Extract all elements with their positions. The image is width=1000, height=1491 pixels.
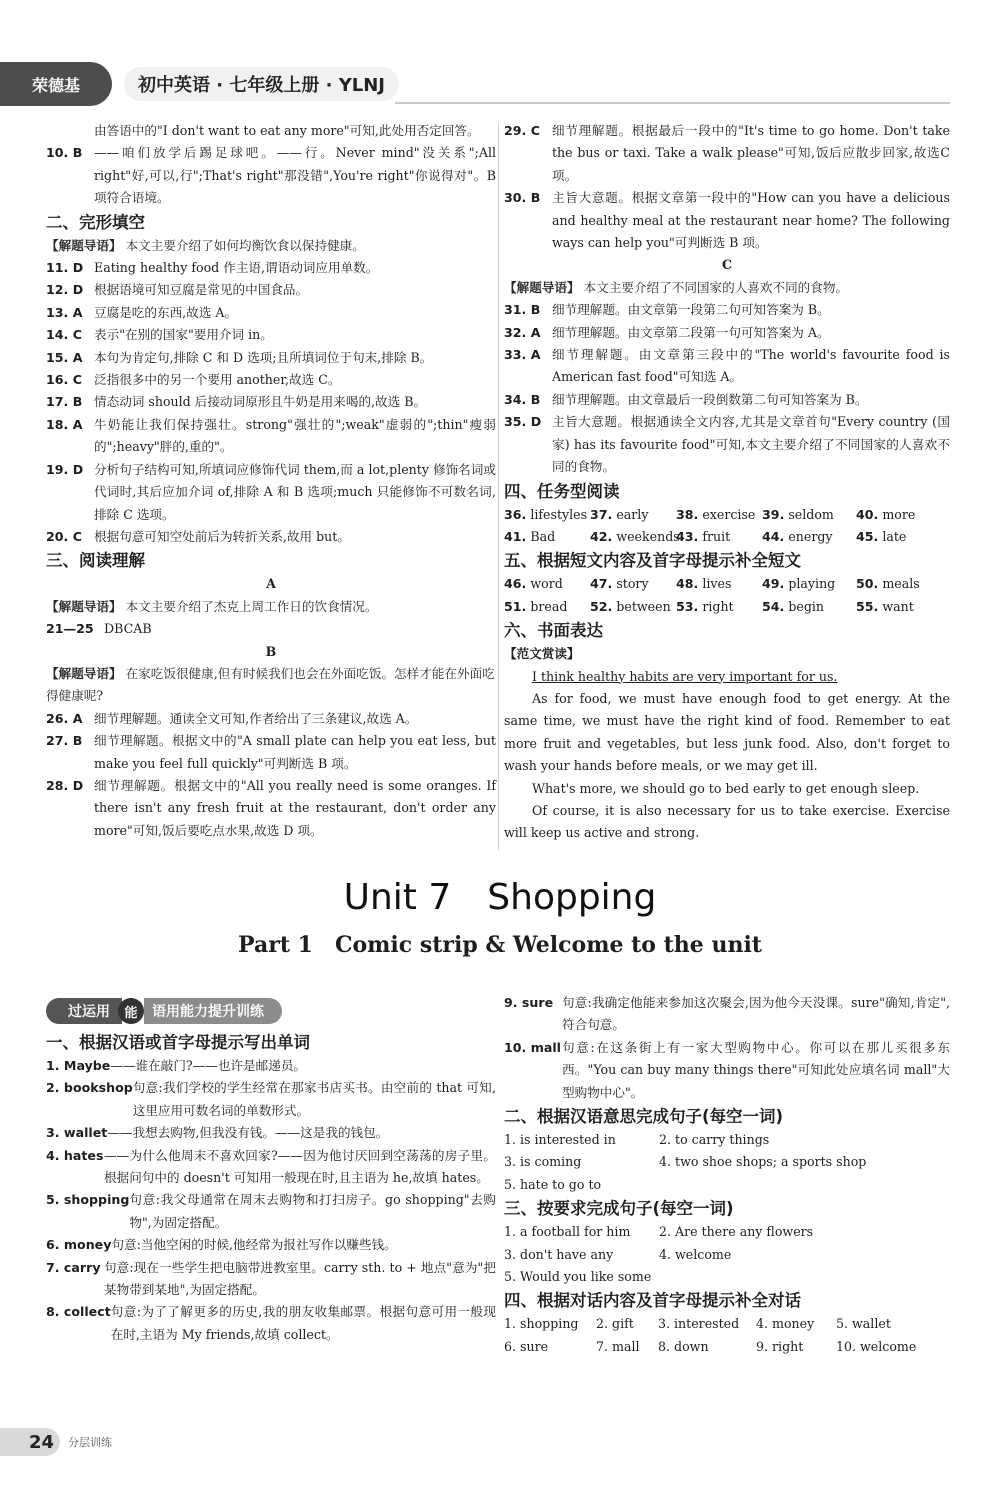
answer-cell	[676, 596, 762, 618]
answer-grid	[504, 1313, 950, 1358]
answer-number: 27. B	[46, 733, 83, 749]
answer-item	[504, 322, 950, 344]
ability-icon: 能	[118, 998, 144, 1024]
answer-number: 6. money	[46, 1237, 112, 1253]
answer-explanation: 本句为肯定句,排除 C 和 D 选项;且所填词位于句末,排除 B。	[94, 349, 433, 365]
page-header	[0, 62, 1000, 106]
section-heading: 五、根据短文内容及首字母提示补全短文	[504, 551, 801, 571]
page-number: 24	[0, 1428, 60, 1456]
part-title: Part 1 Comic strip & Welcome to the unit	[238, 932, 762, 958]
answer-number: 7. carry	[46, 1259, 101, 1275]
passage-letter: B	[265, 643, 277, 659]
answer-number: 1. Maybe	[46, 1058, 111, 1073]
answer-word: exercise	[702, 506, 756, 522]
guide-tag: 【解题导语】	[504, 279, 580, 295]
guide-note	[46, 596, 496, 618]
guide-tag: 【解题导语】	[46, 237, 122, 253]
guide-note	[46, 235, 496, 257]
passage-letter: A	[266, 576, 276, 592]
answer-number: 2. bookshop	[46, 1080, 133, 1096]
answer-word: right	[702, 598, 734, 614]
answer-number: 19. D	[46, 461, 84, 477]
header-rule	[395, 102, 950, 104]
answer-number: 16. C	[46, 372, 82, 388]
answer-number: 32. A	[504, 324, 541, 340]
answer-explanation: 句意:现在一些学生把电脑带进教室里。carry sth. to + 地点"意为"把某物带到某地",为固定搭配。	[104, 1259, 496, 1298]
guide-note	[46, 663, 496, 708]
answer-cell: 1. a football for him	[504, 1224, 631, 1240]
answer-explanation: 主旨大意题。根据通读全文内容,尤其是文章首句"Every country (国家) has its favourite food"可知,本文主要介绍了不同国家的人喜欢不同的食物。	[552, 414, 950, 475]
answer-item	[46, 459, 496, 526]
answer-cell: 9. right	[756, 1338, 804, 1354]
guide-note	[504, 277, 950, 299]
guide-text: 本文主要介绍了如何均衡饮食以保持健康。	[125, 237, 365, 253]
answer-item	[46, 1077, 496, 1122]
model-essay	[504, 666, 950, 845]
answer-cell: 2. gift	[596, 1316, 634, 1332]
answer-number: 15. A	[46, 349, 83, 365]
answer-explanation: 句意:在这条街上有一家大型购物中心。你可以在那儿买很多东西。"You can buy many things there"可知此处应填名词 mall"大型购物中心"。	[562, 1039, 950, 1100]
answer-item	[46, 775, 496, 842]
left-column-top	[46, 120, 496, 842]
answer-item	[46, 142, 496, 209]
answer-cell	[590, 596, 676, 618]
answer-explanation: DBCAB	[104, 621, 152, 637]
answer-text: 由答语中的"I don't want to eat any more"可知,此处用否定回答。	[94, 123, 480, 138]
answer-item	[46, 1055, 496, 1077]
answer-number: 38.	[676, 506, 699, 522]
answer-cell: 4. money	[756, 1316, 815, 1332]
answer-number: 29. C	[504, 123, 540, 138]
answer-explanation: 句意:为了了解更多的历史,我的朋友收集邮票。根据句意可用一般现在时,主语为 My friends,故填 collect。	[110, 1304, 496, 1342]
answer-cell	[504, 504, 590, 526]
answer-cell: 3. don't have any	[504, 1246, 614, 1262]
answer-item	[46, 369, 496, 391]
answer-number: 39.	[762, 506, 785, 522]
book-title: 初中英语 · 七年级上册 · YLNJ	[124, 67, 399, 101]
guide-text: 本文主要介绍了杰克上周工作日的饮食情况。	[125, 598, 378, 614]
column-divider	[498, 122, 499, 850]
answer-item	[504, 299, 950, 321]
answer-word: early	[616, 506, 649, 522]
unit-title: Unit 7 Shopping	[343, 877, 657, 918]
answer-item	[46, 526, 496, 548]
page-footer	[0, 1428, 300, 1456]
answer-list	[504, 120, 950, 254]
answer-explanation: ——我想去购物,但我没有钱。——这是我的钱包。	[107, 1125, 389, 1141]
answer-explanation: 主旨大意题。根据文章第一段中的"How can you have a delicious and healthy meal at the restaurant near home? The following ways can help you"可判断选 B 项。	[552, 190, 950, 251]
answer-number: 4. hates	[46, 1147, 104, 1163]
answer-cell: 8. down	[658, 1338, 709, 1354]
answer-word: lifestyles	[530, 506, 588, 522]
answer-item	[504, 187, 950, 254]
answer-word: lives	[702, 576, 732, 592]
section-heading: 三、按要求完成句子(每空一词)	[504, 1199, 734, 1219]
answer-number: 13. A	[46, 304, 83, 320]
answer-item	[46, 279, 496, 301]
section-heading: 一、根据汉语或首字母提示写出单词	[46, 1033, 310, 1052]
answer-explanation: 句意:我们学校的学生经常在那家书店买书。由空前的 that 可知,这里应用可数名词的单数形式。	[132, 1080, 496, 1118]
answer-item	[46, 1122, 496, 1144]
answer-list	[46, 1055, 496, 1346]
answer-cell: 5. hate to go to	[504, 1176, 602, 1192]
banner-subtitle: 语用能力提升训练	[144, 998, 282, 1024]
answer-explanation: 细节理解题。通读全文可知,作者给出了三条建议,故选 A。	[94, 710, 418, 726]
answer-word: want	[882, 598, 914, 614]
answer-explanation: 牛奶能让我们保持强壮。strong"强壮的";weak"虚弱的";thin"瘦弱的";heavy"胖的,重的"。	[94, 416, 496, 455]
answer-grid	[504, 573, 950, 618]
essay-paragraph: I think healthy habits are very important for us.	[532, 668, 838, 684]
answer-item	[504, 1037, 950, 1104]
answer-number: 28. D	[46, 777, 84, 793]
answer-number: 35. D	[504, 414, 542, 430]
answer-explanation: 细节理解题。由文章第一段第二句可知答案为 B。	[552, 302, 830, 318]
answer-cell: 10. welcome	[836, 1338, 917, 1354]
answer-list	[504, 299, 950, 478]
answer-number: 10. mall	[504, 1039, 561, 1055]
section-heading: 四、根据对话内容及首字母提示补全对话	[504, 1291, 801, 1311]
answer-word: Bad	[530, 528, 556, 544]
section-heading: 二、根据汉语意思完成句子(每空一词)	[504, 1107, 784, 1127]
answer-item	[46, 1145, 496, 1190]
answer-cell: 6. sure	[504, 1338, 549, 1354]
answer-cell: 1. shopping	[504, 1316, 579, 1332]
answer-cell	[762, 504, 856, 526]
right-column-top	[504, 120, 950, 845]
answer-number: 48.	[676, 576, 699, 592]
answer-explanation: 句意:我确定他能来参加这次聚会,因为他今天没课。sure"确知,肯定",符合句意。	[562, 995, 950, 1033]
answer-number: 12. D	[46, 282, 84, 298]
answer-explanation: 句意:当他空闲的时候,他经常为报社写作以赚些钱。	[111, 1237, 397, 1253]
answer-cell: 4. welcome	[659, 1246, 732, 1262]
answer-number: 34. B	[504, 391, 541, 407]
answer-item	[504, 411, 950, 478]
answer-number: 41.	[504, 528, 527, 544]
answer-item	[46, 1301, 496, 1346]
answer-cell	[676, 573, 762, 595]
answer-cell: 2. Are there any flowers	[659, 1224, 814, 1240]
guide-tag: 【解题导语】	[46, 665, 122, 681]
answer-number: 5. shopping	[46, 1192, 130, 1208]
answer-explanation: 表示"在别的国家"要用介词 in。	[94, 327, 273, 343]
banner-label: 过运用	[46, 998, 122, 1024]
answer-item	[46, 1234, 496, 1256]
essay-tag: 【范文赏读】	[504, 646, 580, 662]
answer-number: 26. A	[46, 710, 83, 726]
answer-item	[504, 120, 950, 187]
practice-banner	[46, 998, 346, 1024]
essay-paragraph: Of course, it is also necessary for us to take exercise. Exercise will keep us active and strong.	[504, 802, 950, 841]
answer-list	[46, 257, 496, 548]
answer-number: 55.	[856, 598, 879, 614]
answer-explanation: 情态动词 should 后接动词原形且牛奶是用来喝的,故选 B。	[94, 394, 427, 410]
section-heading: 四、任务型阅读	[504, 481, 620, 501]
answer-cell	[659, 1266, 949, 1288]
answer-word: begin	[788, 598, 825, 614]
answer-item	[46, 618, 496, 640]
answer-item	[46, 1257, 496, 1302]
answer-number: 21—25	[46, 621, 94, 637]
answer-cell	[762, 573, 856, 595]
answer-grid	[504, 1129, 950, 1196]
passage-letter: C	[721, 257, 733, 273]
answer-item	[504, 344, 950, 389]
answer-explanation: 豆腐是吃的东西,故选 A。	[94, 304, 238, 320]
answer-grid	[504, 504, 950, 549]
answer-item	[46, 257, 496, 279]
answer-cell	[856, 526, 946, 548]
answer-number: 8. collect	[46, 1304, 111, 1320]
answer-word: bread	[530, 598, 568, 614]
answer-explanation: 细节理解题。由文章第二段第一句可知答案为 A。	[552, 324, 830, 340]
answer-cell	[504, 573, 590, 595]
answer-explanation: 细节理解题。根据文中的"All you really need is some oranges. If there isn't any fresh fruit at the restaurant, don't order any more"可知,饭后要吃点水果,故选 D 项。	[94, 777, 496, 838]
answer-word: story	[616, 576, 649, 592]
answer-cell	[659, 1174, 949, 1196]
answer-word: energy	[788, 528, 833, 544]
answer-explanation: 细节理解题。根据文中的"A small plate can help you eat less, but make you feel full quickly"可判断选 B 项。	[94, 733, 496, 771]
answer-item	[46, 324, 496, 346]
answer-number: 18. A	[46, 416, 83, 432]
answer-explanation: 根据语境可知豆腐是常见的中国食品。	[94, 282, 309, 298]
answer-number: 44.	[762, 528, 785, 544]
answer-number: 43.	[676, 528, 699, 544]
answer-word: more	[882, 506, 916, 522]
answer-list	[46, 708, 496, 842]
answer-cell	[676, 526, 762, 548]
answer-explanation: ——谁在敲门?——也许是邮递员。	[110, 1058, 307, 1073]
answer-explanation: 细节理解题。由文章第三段中的"The world's favourite food is American fast food"可知选 A。	[552, 347, 950, 385]
answer-number: 51.	[504, 598, 527, 614]
answer-cell	[590, 526, 680, 548]
answer-cell	[856, 596, 946, 618]
answer-word: meals	[882, 576, 920, 592]
answer-cell: 3. is coming	[504, 1154, 582, 1170]
answer-explanation: 句意:我父母通常在周末去购物和打扫房子。go shopping"去购物",为固定搭配。	[129, 1192, 496, 1230]
answer-number: 40.	[856, 506, 879, 522]
brand-logo: 荣德基	[0, 62, 112, 106]
answer-word: weekends	[616, 528, 680, 544]
answer-cell: 5. wallet	[836, 1316, 891, 1332]
answer-number: 52.	[590, 598, 613, 614]
answer-cell	[676, 504, 762, 526]
answer-cell	[504, 526, 590, 548]
answer-number: 50.	[856, 576, 879, 592]
answer-number: 30. B	[504, 190, 541, 206]
answer-number: 45.	[856, 528, 879, 544]
answer-explanation: 细节理解题。根据最后一段中的"It's time to go home. Don't take the bus or taxi. Take a walk please"可知,饭后应散步回家,故选C 项。	[552, 123, 950, 183]
answer-cell	[856, 573, 946, 595]
answer-cell: 1. is interested in	[504, 1132, 616, 1148]
guide-text: 在家吃饭很健康,但有时候我们也会在外面吃饭。怎样才能在外面吃得健康呢?	[46, 665, 495, 704]
answer-explanation: Eating healthy food 作主语,谓语动词应用单数。	[94, 260, 379, 276]
footer-label: 分层训练	[68, 1436, 112, 1449]
answer-grid	[504, 1221, 950, 1288]
answer-cell	[590, 573, 676, 595]
answer-word: fruit	[702, 528, 731, 544]
answer-cell: 5. Would you like some	[504, 1269, 652, 1285]
answer-explanation: ——咱们放学后踢足球吧。——行。Never mind"没关系";All right"好,可以,行";That's right"那没错",You're right"你说得对"。B 项符合语境。	[94, 145, 496, 206]
section-heading: 二、完形填空	[46, 212, 145, 232]
guide-text: 本文主要介绍了不同国家的人喜欢不同的食物。	[583, 279, 849, 295]
answer-number: 42.	[590, 528, 613, 544]
answer-number: 47.	[590, 576, 613, 592]
answer-number: 17. B	[46, 394, 83, 410]
answer-number: 54.	[762, 598, 785, 614]
answer-cell: 4. two shoe shops; a sports shop	[659, 1154, 867, 1170]
answer-number: 53.	[676, 598, 699, 614]
answer-item	[504, 389, 950, 411]
answer-number: 11. D	[46, 260, 84, 276]
answer-item	[504, 992, 950, 1037]
answer-number: 9. sure	[504, 995, 554, 1010]
answer-word: playing	[788, 576, 836, 592]
essay-paragraph: What's more, we should go to bed early to get enough sleep.	[532, 780, 920, 796]
answer-item	[46, 1189, 496, 1234]
answer-number: 46.	[504, 576, 527, 592]
answer-explanation: 分析句子结构可知,所填词应修饰代词 them,而 a lot,plenty 修饰名词或代词时,其后应加介词 of,排除 A 和 B 选项;much 只能修饰不可数名词,排除 C 选项。	[94, 461, 496, 522]
answer-cell	[504, 596, 590, 618]
answer-explanation: 细节理解题。由文章最后一段倒数第二句可知答案为 B。	[552, 391, 868, 407]
answer-number: 37.	[590, 506, 613, 522]
answer-cell	[762, 596, 856, 618]
answer-number: 3. wallet	[46, 1125, 108, 1141]
answer-number: 36.	[504, 506, 527, 522]
answer-cell: 3. interested	[658, 1316, 740, 1332]
section-heading: 三、阅读理解	[46, 551, 145, 571]
answer-cell	[762, 526, 856, 548]
answer-word: seldom	[788, 506, 834, 522]
answer-word: word	[530, 576, 563, 592]
answer-item	[46, 302, 496, 324]
answer-number: 31. B	[504, 302, 541, 318]
answer-explanation: 泛指很多中的另一个要用 another,故选 C。	[94, 372, 341, 388]
answer-number: 10. B	[46, 145, 83, 161]
answer-item	[46, 347, 496, 369]
answer-cell: 7. mall	[596, 1338, 640, 1354]
answer-word: late	[882, 528, 907, 544]
answer-cell	[856, 504, 946, 526]
answer-item	[46, 730, 496, 775]
guide-tag: 【解题导语】	[46, 598, 122, 614]
answer-word: between	[616, 598, 671, 614]
essay-paragraph: As for food, we must have enough food to get energy. At the same time, we must have the right kind of food. Remember to eat more fruit and vegetables, but less junk food. Also, don't forget to wash your hands before meals, or we may get ill.	[504, 690, 950, 774]
answer-explanation: ——为什么他周末不喜欢回家?——因为他讨厌回到空荡荡的房子里。根据问句中的 doesn't 可知用一般现在时,且主语为 he,故填 hates。	[104, 1147, 496, 1186]
answer-number: 14. C	[46, 327, 82, 343]
answer-item	[46, 391, 496, 413]
answer-item	[46, 708, 496, 730]
answer-number: 33. A	[504, 347, 541, 363]
answer-number: 49.	[762, 576, 785, 592]
answer-cell	[590, 504, 676, 526]
left-column-bottom	[46, 1030, 496, 1346]
right-column-bottom	[504, 992, 950, 1358]
answer-list	[504, 992, 950, 1104]
answer-item	[46, 414, 496, 459]
answer-cell: 2. to carry things	[659, 1132, 770, 1148]
answer-number: 20. C	[46, 528, 82, 544]
answer-explanation: 根据句意可知空处前后为转折关系,故用 but。	[94, 528, 350, 544]
section-heading: 六、书面表达	[504, 621, 603, 641]
